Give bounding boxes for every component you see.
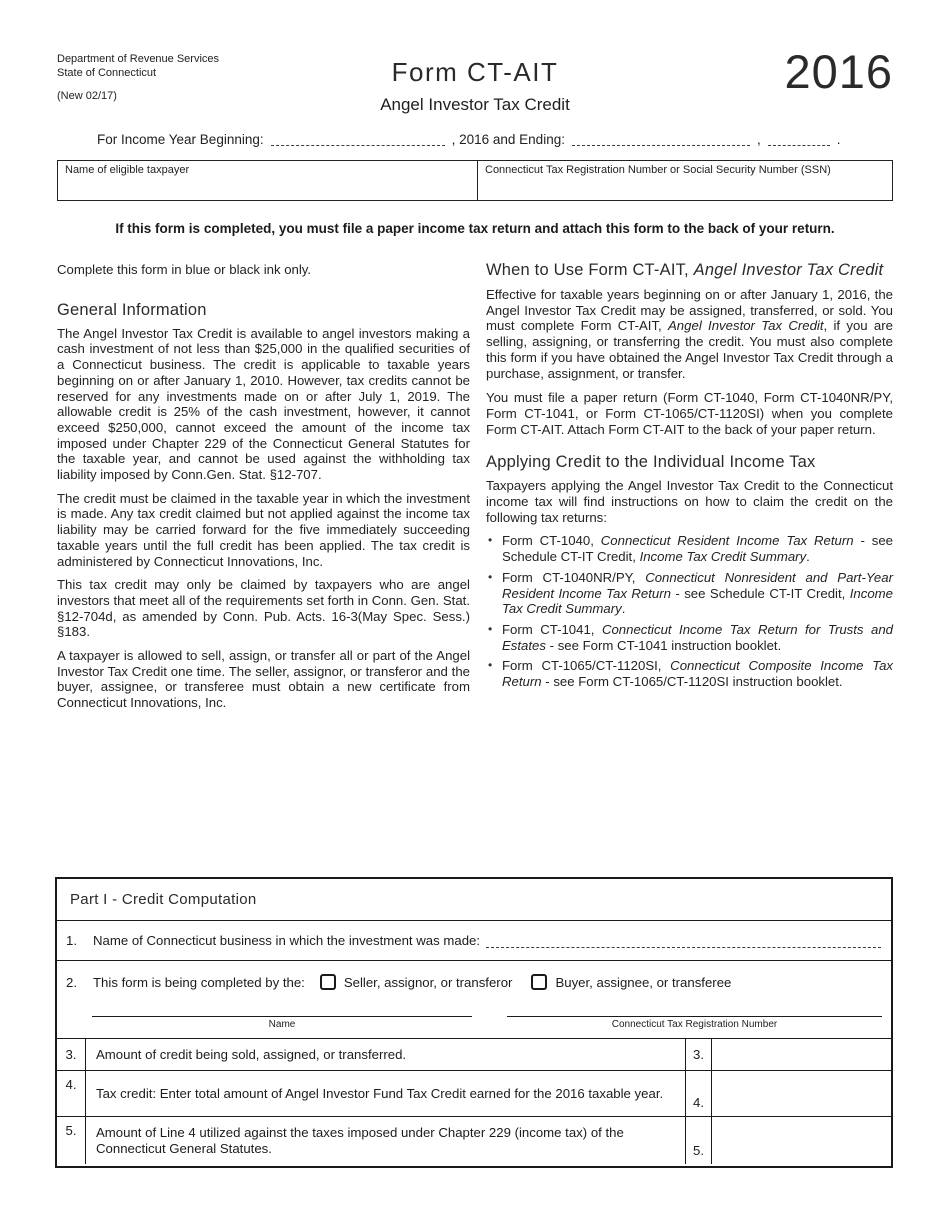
line2-number: 2. — [66, 974, 77, 990]
bullet-item-ct-1040nrpy: • Form CT-1040NR/PY, Connecticut Nonresident and Part-Year Resident Income Tax Return - see Schedule CT-IT Credit, Income Tax Credit Summary. — [486, 570, 893, 617]
line1-number: 1. — [66, 933, 77, 948]
form-title: Form CT-AIT — [391, 57, 559, 87]
income-year-ending-field[interactable] — [572, 144, 750, 146]
when-to-use-paragraph-2: You must file a paper return (Form CT-1040, Form CT-1040NR/PY, Form CT-1041, or Form CT-1065/CT-1120SI) when you complete Form CT-AIT. Attach Form CT-AIT to the back of your paper return. — [486, 390, 893, 437]
right-column — [486, 260, 893, 719]
instructions-columns — [57, 260, 893, 719]
bullet-item-ct-1041: • Form CT-1041, Connecticut Income Tax Return for Trusts and Estates - see Form CT-1041 instruction booklet. — [486, 622, 893, 653]
row3-left-number: 3. — [57, 1039, 86, 1070]
row3-description: Amount of credit being sold, assigned, or transferred. — [86, 1039, 686, 1070]
bullet-item-ct-1065: • Form CT-1065/CT-1120SI, Connecticut Composite Income Tax Return - see Form CT-1065/CT-1120SI instruction booklet. — [486, 658, 893, 689]
line2-registration-field-label: Connecticut Tax Registration Number — [611, 1019, 778, 1030]
income-year-line — [97, 132, 841, 147]
part1-credit-computation-box — [55, 877, 893, 1168]
part1-row-4 — [57, 1071, 891, 1117]
general-info-paragraph-2: The credit must be claimed in the taxable year in which the investment is made. Any tax credit claimed but not applied against the income tax liability may be carried forward for the five immediately succeeding taxable years until the full credit has been applied. The tax credit is administered by Connecticut Innovations, Inc. — [57, 490, 470, 569]
general-info-paragraph-3: This tax credit may only be claimed by taxpayers who are angel investors that meet all of the requirements set forth in Conn. Gen. Stat. §12-704d, as amended by Conn. Pub. Acts. 16-3(May Spec. Sess.) §183. — [57, 577, 470, 640]
ink-instruction: Complete this form in blue or black ink only. — [57, 262, 312, 277]
part1-line2-row — [57, 961, 891, 1039]
income-year-period: . — [836, 132, 841, 147]
when-to-use-heading: When to Use Form CT-AIT, Angel Investor Tax Credit — [486, 261, 884, 279]
row5-description: Amount of Line 4 utilized against the taxes imposed under Chapter 229 (income tax) of the Connecticut General Statutes. — [86, 1117, 686, 1164]
general-info-paragraph-1: The Angel Investor Tax Credit is available to angel investors making a cash investment of not less than $25,000 in the qualified securities of a Connecticut business. The credit is applicable to taxable years beginning on or after January 1, 2010. However, tax credits cannot be reserved for any investments made on or after July 1, 2019. The allowable credit is 25% of the cash investment, however, it cannot exceed $250,000, cannot exceed the amount of the income tax imposed under Chapter 229 of the Connecticut General Statutes for the taxable year, and cannot be used against the withholding tax liability imposed by Conn.Gen. Stat. §12-707. — [57, 325, 470, 483]
buyer-checkbox-label: Buyer, assignee, or transferee — [555, 974, 732, 990]
row5-amount-field[interactable] — [712, 1117, 891, 1164]
income-year-ending-year-field[interactable] — [768, 144, 830, 146]
part1-row-3 — [57, 1039, 891, 1071]
taxpayer-info-box — [57, 160, 893, 201]
row4-left-number: 4. — [57, 1071, 86, 1116]
row5-left-number: 5. — [57, 1117, 86, 1164]
form-subtitle: Angel Investor Tax Credit — [380, 95, 570, 114]
line2-registration-field[interactable] — [507, 1016, 882, 1030]
taxpayer-id-label: Connecticut Tax Registration Number or Social Security Number (SSN) — [485, 164, 831, 176]
general-information-heading: General Information — [57, 300, 207, 319]
taxpayer-name-label: Name of eligible taxpayer — [65, 164, 190, 176]
buyer-checkbox[interactable] — [531, 974, 547, 990]
seller-checkbox[interactable] — [320, 974, 336, 990]
income-year-beginning-label: For Income Year Beginning: — [97, 132, 264, 147]
row5-right-number: 5. — [686, 1117, 712, 1164]
income-year-comma: , — [756, 132, 761, 147]
row4-right-number: 4. — [686, 1071, 712, 1116]
tax-return-bullet-list — [486, 533, 893, 689]
tax-year: 2016 — [784, 45, 893, 98]
agency-line1: Department of Revenue Services — [57, 53, 220, 65]
row4-description: Tax credit: Enter total amount of Angel Investor Fund Tax Credit earned for the 2016 taxable year. — [86, 1071, 686, 1116]
taxpayer-name-field[interactable] — [58, 161, 478, 200]
when-to-use-paragraph-1: Effective for taxable years beginning on or after January 1, 2016, the Angel Investor Tax Credit may be assigned, transferred, or sold. You must complete Form CT-AIT, Angel Investor Tax Credit, if you are selling, assigning, or transferring the credit. You must also complete this form if you have obtained the Angel Investor Tax Credit through a purchase, assignment, or transfer. — [486, 287, 893, 381]
row4-amount-field[interactable] — [712, 1071, 891, 1116]
bullet-item-ct-1040: • Form CT-1040, Connecticut Resident Income Tax Return - see Schedule CT-IT Credit, Income Tax Credit Summary. — [486, 533, 893, 564]
income-year-middle-text: , 2016 and Ending: — [451, 132, 565, 147]
part1-line1-row — [57, 921, 891, 961]
line2-name-field-label: Name — [268, 1019, 296, 1030]
left-column — [57, 260, 470, 719]
line1-label: Name of Connecticut business in which the investment was made: — [93, 933, 481, 948]
agency-line2: State of Connecticut — [57, 67, 157, 79]
part1-title: Part I - Credit Computation — [57, 879, 891, 921]
seller-checkbox-label: Seller, assignor, or transferor — [343, 974, 513, 990]
part1-row-5 — [57, 1117, 891, 1164]
line2-option-line — [66, 974, 731, 990]
form-revision: (New 02/17) — [57, 90, 117, 102]
row3-right-number: 3. — [686, 1039, 712, 1070]
general-info-paragraph-4: A taxpayer is allowed to sell, assign, or transfer all or part of the Angel Investor Tax Credit one time. The seller, assignor, or transferor and the buyer, assignee, or transferee must obtain a new certificate from Connecticut Innovations, Inc. — [57, 648, 470, 711]
applying-credit-intro: Taxpayers applying the Angel Investor Tax Credit to the Connecticut income tax will find instructions on how to claim the credit on the following tax returns: — [486, 478, 893, 525]
line2-name-field[interactable] — [92, 1016, 472, 1030]
applying-credit-heading: Applying Credit to the Individual Income Tax — [486, 453, 816, 472]
row3-amount-field[interactable] — [712, 1039, 891, 1070]
taxpayer-id-field[interactable] — [478, 161, 892, 200]
line1-business-name-field[interactable] — [486, 946, 881, 948]
income-year-beginning-field[interactable] — [271, 144, 445, 146]
paper-filing-notice: If this form is completed, you must file a paper income tax return and attach this form to the back of your return. — [115, 221, 835, 236]
line2-label: This form is being completed by the: — [93, 974, 305, 990]
